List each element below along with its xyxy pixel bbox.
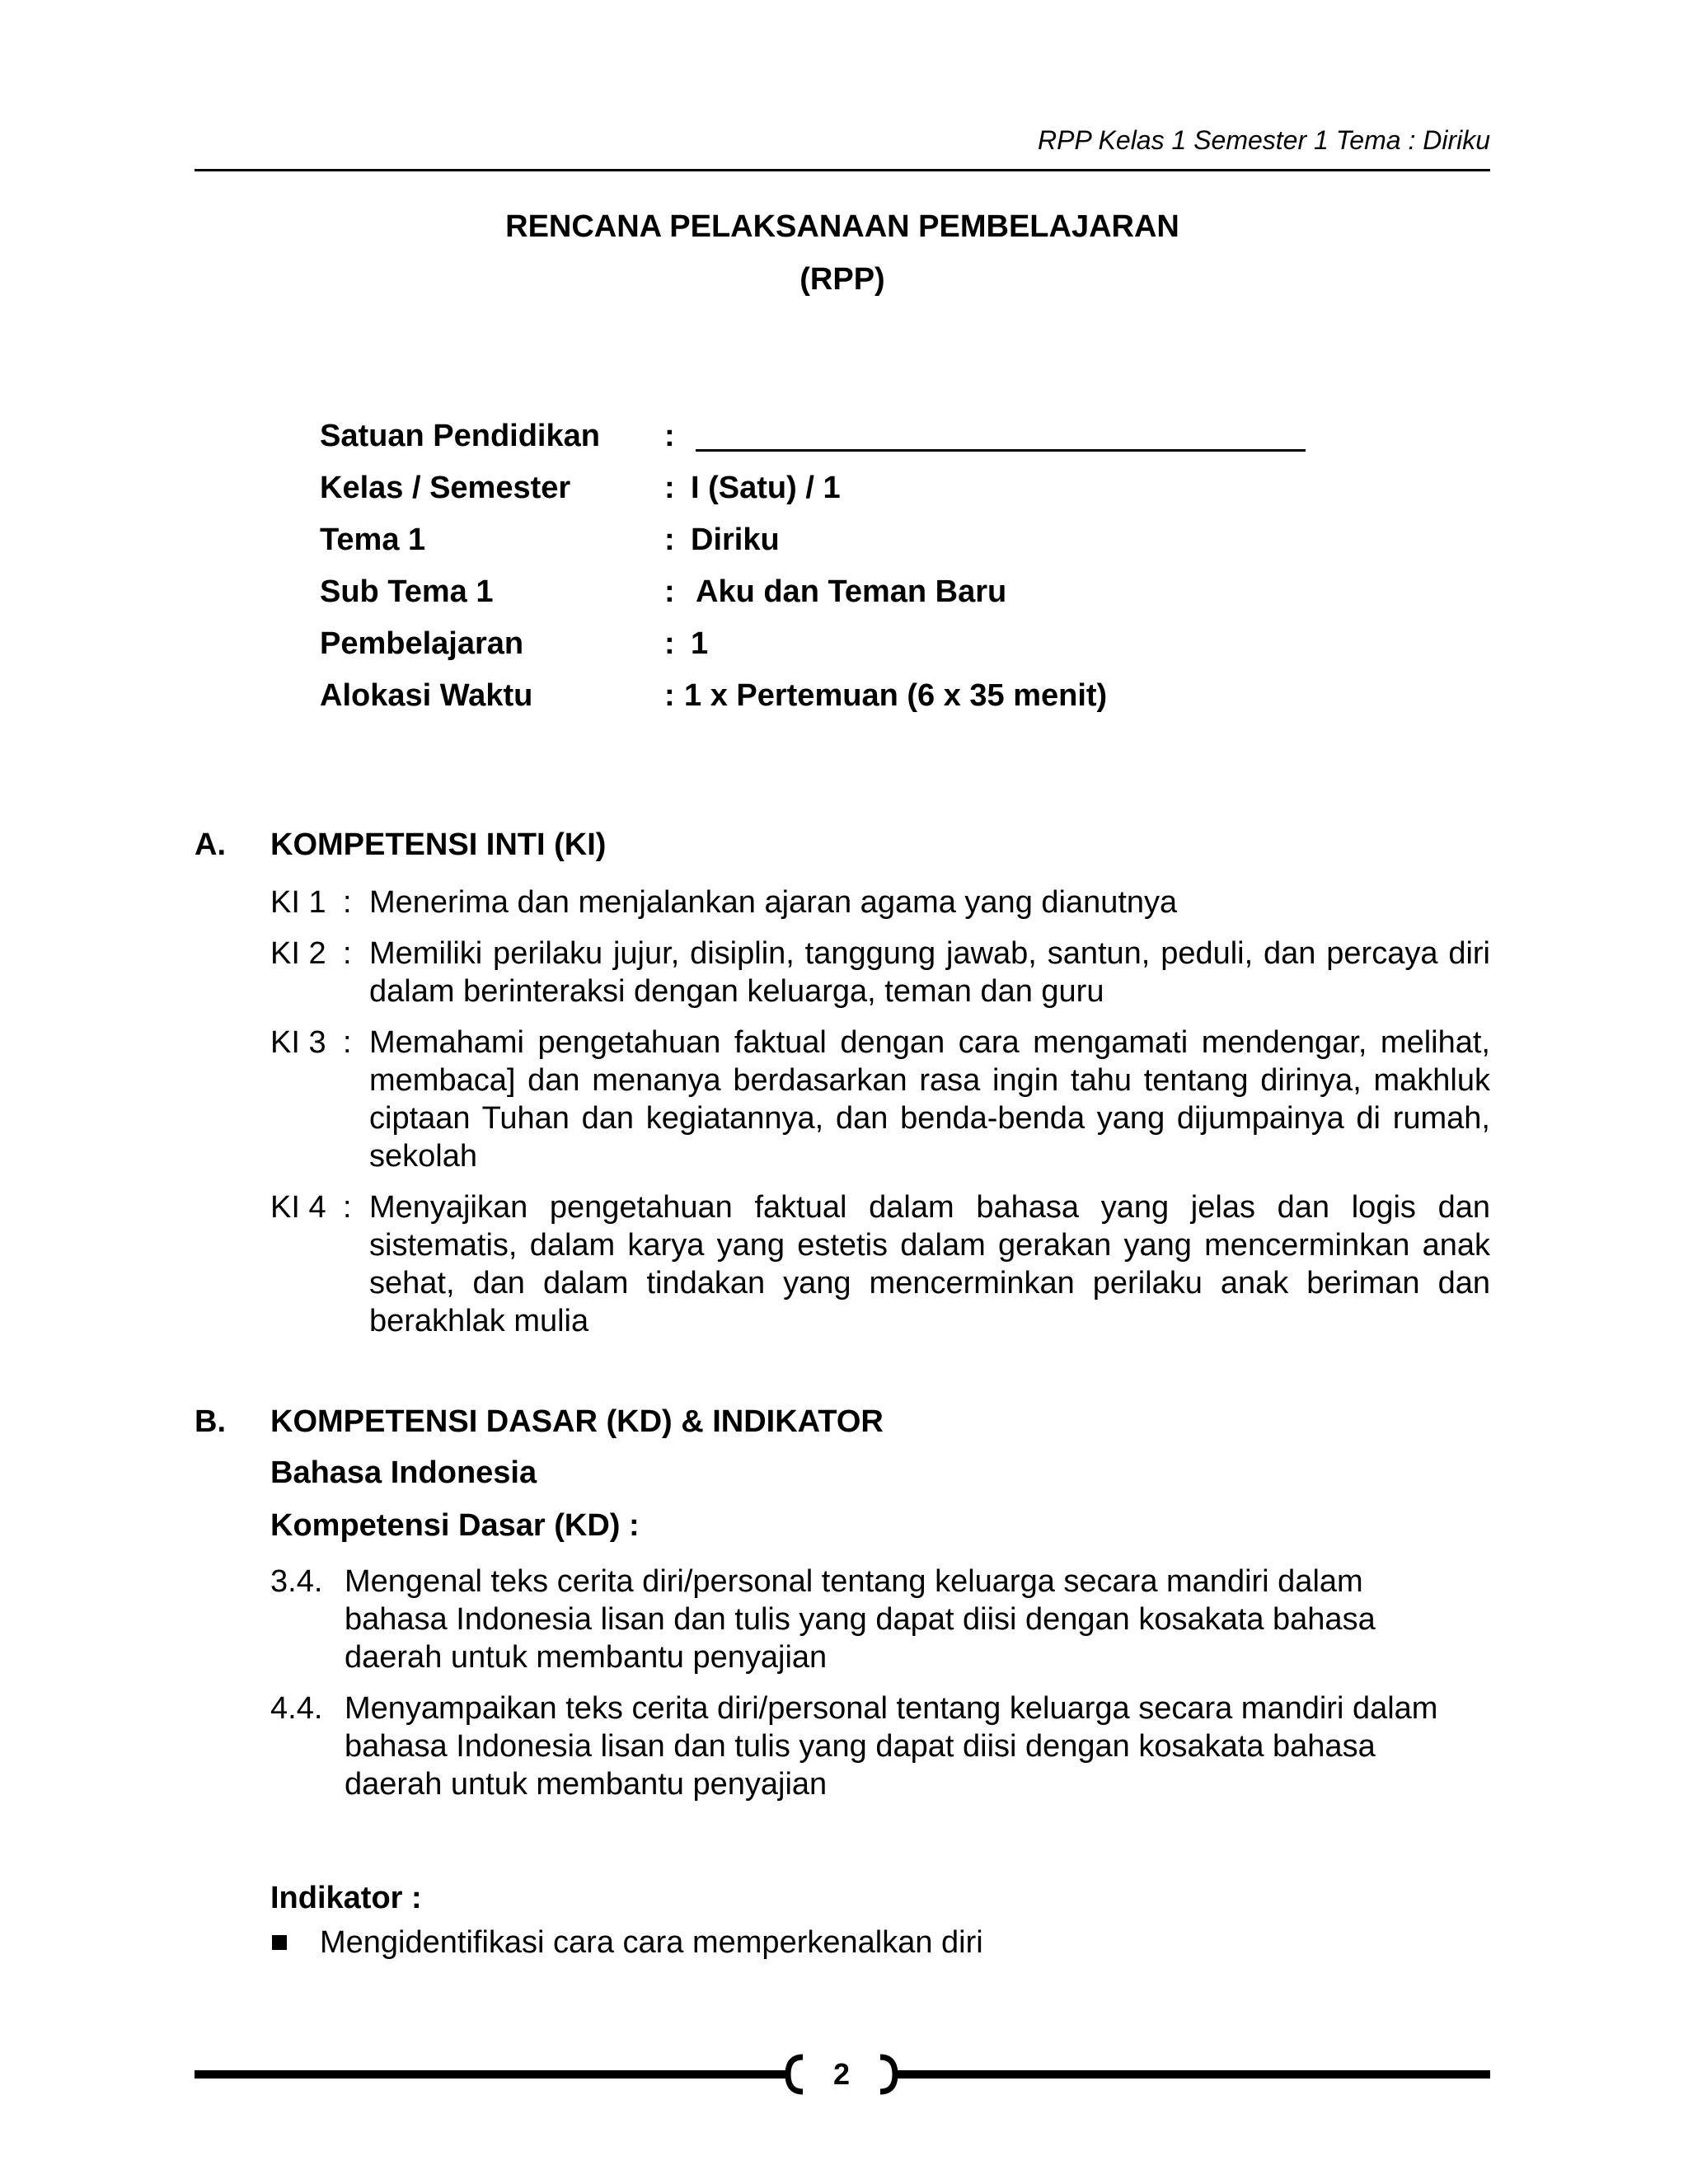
ki-label: KI 2	[270, 936, 326, 971]
ki-colon: :	[343, 1025, 352, 1060]
identity-colon: :	[664, 523, 675, 557]
ki-text: Memahami pengetahuan faktual dengan cara mengamati mendengar, melihat, membaca] dan menanya berdasarkan rasa ingin tahu tentang dirinya, makhluk ciptaan Tuhan dan kegiatannya, dan benda-benda yang dijumpainya di rumah, sekolah	[369, 1025, 1490, 1174]
kd-item	[270, 1563, 1441, 1676]
kd-number: 4.4.	[270, 1691, 323, 1726]
identity-colon: :	[664, 678, 675, 713]
ki-label: KI 3	[270, 1025, 326, 1060]
page-number: 2	[832, 2057, 851, 2091]
indicator-heading: Indikator :	[270, 1881, 422, 1915]
identity-value: I (Satu) / 1	[691, 471, 841, 505]
kd-item	[270, 1690, 1441, 1803]
footer-rule-right	[895, 2070, 1490, 2079]
identity-colon: :	[664, 626, 675, 661]
ki-text: Menyajikan pengetahuan faktual dalam bahasa yang jelas dan logis dan sistematis, dalam karya yang estetis dalam gerakan yang mencerminkan anak sehat, dan dalam tindakan yang mencerminkan perilaku anak beriman dan berakhlak mulia	[369, 1190, 1490, 1338]
identity-colon: :	[664, 471, 675, 505]
ki-item	[270, 883, 1490, 921]
indicator-item	[270, 1924, 983, 1961]
identity-label: Kelas / Semester	[320, 471, 571, 505]
section-title: KOMPETENSI INTI (KI)	[270, 827, 607, 862]
footer-rule-left	[195, 2070, 788, 2079]
ki-label: KI 4	[270, 1190, 326, 1225]
ki-item	[270, 1024, 1490, 1175]
identity-label: Pembelajaran	[320, 626, 524, 661]
document-title: RENCANA PELAKSANAAN PEMBELAJARAN	[505, 209, 1179, 244]
section-letter: A.	[195, 827, 226, 862]
identity-label: Tema 1	[320, 523, 426, 557]
identity-colon: :	[664, 419, 675, 453]
subject-heading: Bahasa Indonesia	[270, 1455, 537, 1490]
kd-text: Mengenal teks cerita diri/personal tentang keluarga secara mandiri dalam bahasa Indonesia lisan dan tulis yang dapat diisi dengan kosakata bahasa daerah untuk membantu penyajian	[345, 1564, 1376, 1675]
indicator-text: Mengidentifikasi cara cara memperkenalkan diri	[320, 1925, 983, 1960]
kd-heading: Kompetensi Dasar (KD) :	[270, 1508, 640, 1543]
ki-item	[270, 935, 1490, 1010]
identity-value: 1 x Pertemuan (6 x 35 menit)	[684, 678, 1108, 713]
kd-list	[270, 1563, 1441, 1816]
kd-text: Menyampaikan teks cerita diri/personal tentang keluarga secara mandiri dalam bahasa Indonesia lisan dan tulis yang dapat diisi dengan kosakata bahasa daerah untuk membantu penyajian	[345, 1691, 1438, 1802]
section-title: KOMPETENSI DASAR (KD) & INDIKATOR	[270, 1404, 884, 1439]
ki-colon: :	[343, 885, 352, 920]
ki-label: KI 1	[270, 885, 326, 920]
running-header: RPP Kelas 1 Semester 1 Tema : Diriku	[1038, 125, 1490, 155]
ki-list	[270, 883, 1490, 1353]
section-letter: B.	[195, 1404, 226, 1439]
square-bullet-icon	[272, 1935, 287, 1950]
ki-item	[270, 1188, 1490, 1340]
identity-label: Sub Tema 1	[320, 574, 494, 609]
header-rule	[195, 169, 1490, 171]
kd-number: 3.4.	[270, 1564, 323, 1599]
identity-value: 1	[691, 626, 709, 661]
ki-colon: :	[343, 1190, 352, 1225]
ki-text: Memiliki perilaku jujur, disiplin, tanggung jawab, santun, peduli, dan percaya diri dalam berinteraksi dengan keluarga, teman dan guru	[369, 936, 1490, 1009]
identity-label: Satuan Pendidikan	[320, 419, 600, 453]
ki-text: Menerima dan menjalankan ajaran agama yang dianutnya	[369, 885, 1178, 920]
identity-label: Alokasi Waktu	[320, 678, 533, 713]
ki-colon: :	[343, 936, 352, 971]
blank-fill-line	[696, 449, 1306, 452]
identity-value: Diriku	[691, 523, 780, 557]
document-subtitle: (RPP)	[799, 262, 885, 297]
identity-value: Aku dan Teman Baru	[696, 574, 1007, 609]
indicator-list	[270, 1924, 983, 1961]
identity-colon: :	[664, 574, 675, 609]
